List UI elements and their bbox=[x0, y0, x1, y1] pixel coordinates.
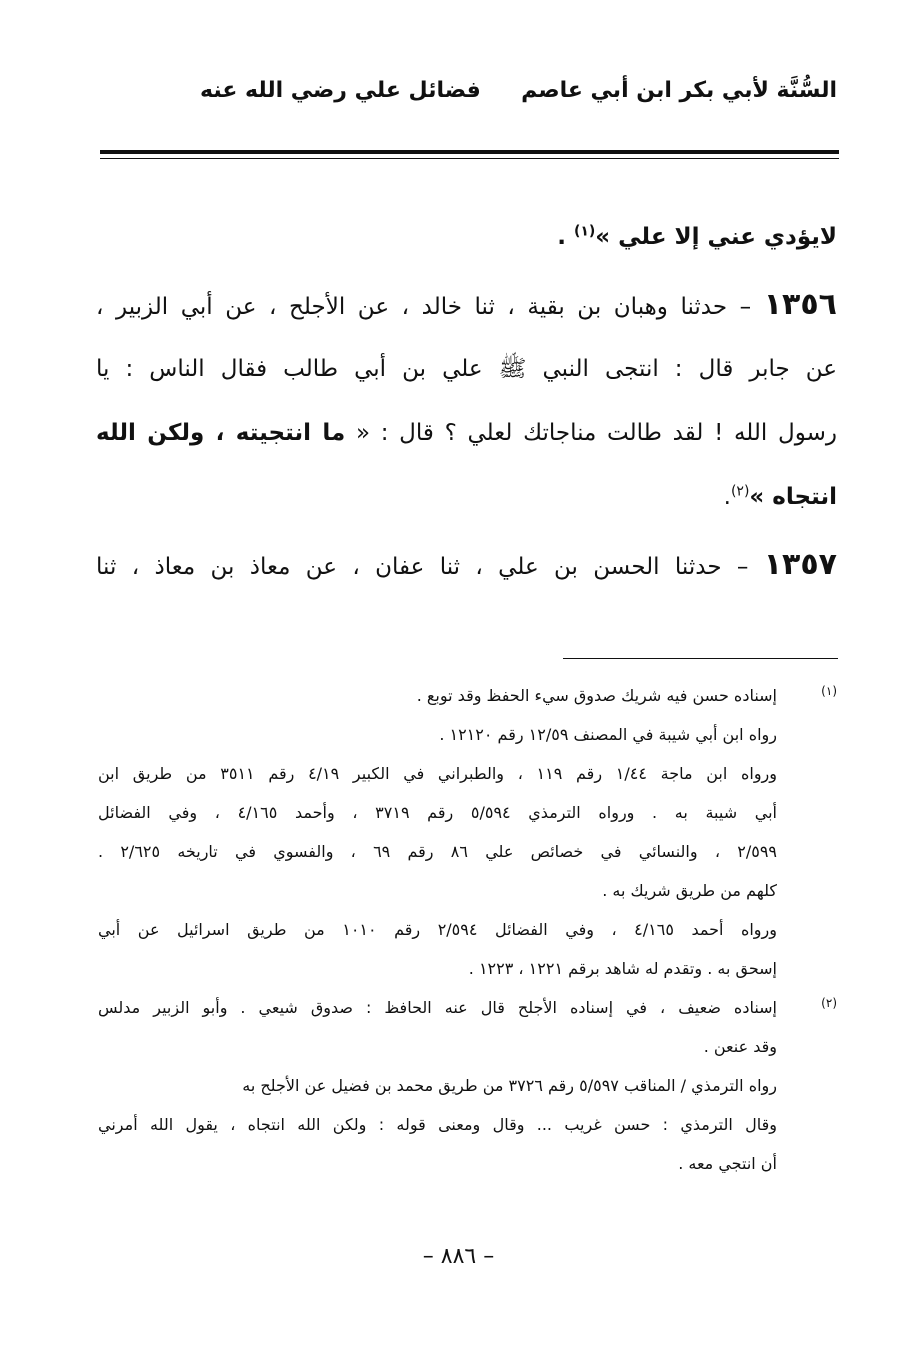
hadith-matn: ما انتجيته ، ولكن الله bbox=[96, 420, 346, 446]
footnote-line: أن انتجي معه . bbox=[678, 1154, 777, 1173]
hadith-text: . bbox=[723, 484, 731, 510]
hadith-1357 bbox=[96, 533, 837, 597]
footnote-separator bbox=[563, 658, 838, 659]
footnotes bbox=[98, 676, 837, 1183]
footnote-marker: (٢) bbox=[821, 996, 837, 1010]
hadith-line bbox=[96, 533, 837, 597]
footnote-line: وقد عنعن . bbox=[703, 1037, 777, 1056]
footnote-line: أبي شيبة به . ورواه الترمذي ٥/٥٩٤ رقم ٣٧١٩ ، وأحمد ٤/١٦٥ ، وفي الفضائل bbox=[98, 803, 777, 822]
footnote-line: وقال الترمذي : حسن غريب ... وقال ومعنى قوله : ولكن الله انتجاه ، يقول الله أمرني bbox=[98, 1115, 777, 1134]
footnote-line: إسناده ضعيف ، في إسناده الأجلح قال عنه الحافظ : صدوق شيعي . وأبو الزبير مدلس bbox=[98, 998, 777, 1017]
footnote-line: ورواه ابن ماجة ١/٤٤ رقم ١١٩ ، والطبراني في الكبير ٤/١٩ رقم ٣٥١١ من طريق ابن bbox=[98, 764, 777, 783]
footnote-line: كلهم من طريق شريك به . bbox=[602, 881, 777, 900]
running-header bbox=[100, 78, 837, 118]
footnote-line: ٢/٥٩٩ ، والنسائي في خصائص علي ٨٦ رقم ٦٩ ، والفسوي في تاريخه ٢/٦٢٥ . bbox=[98, 842, 777, 861]
main-text bbox=[96, 205, 837, 597]
hadith-number: ١٣٥٦ bbox=[763, 287, 837, 322]
hadith-1356 bbox=[96, 273, 837, 529]
footnote-2 bbox=[98, 988, 837, 1183]
header-rule-thin bbox=[100, 158, 839, 159]
footnote-ref-2: (٢) bbox=[730, 483, 750, 500]
hadith-matn: انتجاه bbox=[772, 484, 837, 510]
continuation-text: لايؤدي عني إلا علي » bbox=[595, 224, 837, 250]
header-rule-thick bbox=[100, 150, 839, 154]
hadith-number: ١٣٥٧ bbox=[763, 547, 837, 582]
footnote-ref-1: (١) bbox=[573, 223, 596, 240]
hadith-text: رسول الله ! لقد طالت مناجاتك لعلي ؟ قال : « bbox=[345, 420, 837, 446]
continuation-line bbox=[96, 205, 837, 269]
hadith-line bbox=[96, 401, 837, 465]
hadith-text: – حدثنا وهبان بن بقية ، ثنا خالد ، عن الأجلح ، عن أبي الزبير ، bbox=[96, 294, 764, 320]
hadith-line: عن جابر قال : انتجى النبي ﷺ علي بن أبي طالب فقال الناس : يا bbox=[96, 356, 837, 382]
continuation-tail: . bbox=[557, 224, 574, 250]
hadith-line bbox=[96, 465, 837, 529]
footnote-1 bbox=[98, 676, 837, 988]
footnote-marker: (١) bbox=[821, 684, 837, 698]
footnote-line: إسناده حسن فيه شريك صدوق سيء الحفظ وقد توبع . bbox=[416, 686, 777, 705]
book-title: السُّنَّة لأبي بكر ابن أبي عاصم bbox=[521, 78, 837, 103]
footnote-line: رواه ابن أبي شيبة في المصنف ١٢/٥٩ رقم ١٢١٢٠ . bbox=[439, 725, 777, 744]
page-number: – ٨٨٦ – bbox=[422, 1244, 495, 1269]
hadith-line bbox=[96, 273, 837, 337]
section-title: فضائل علي رضي الله عنه bbox=[200, 78, 481, 103]
footnote-line: إسحق به . وتقدم له شاهد برقم ١٢٢١ ، ١٢٢٣ . bbox=[468, 959, 777, 978]
hadith-text: – حدثنا الحسن بن علي ، ثنا عفان ، عن معاذ بن معاذ ، ثنا bbox=[96, 554, 764, 580]
hadith-text: » bbox=[749, 484, 773, 510]
footnote-line: رواه الترمذي / المناقب ٥/٥٩٧ رقم ٣٧٢٦ من طريق محمد بن فضيل عن الأجلح به bbox=[242, 1076, 777, 1095]
footnote-line: ورواه أحمد ٤/١٦٥ ، وفي الفضائل ٢/٥٩٤ رقم ١٠١٠ من طريق اسرائيل عن أبي bbox=[98, 920, 777, 939]
